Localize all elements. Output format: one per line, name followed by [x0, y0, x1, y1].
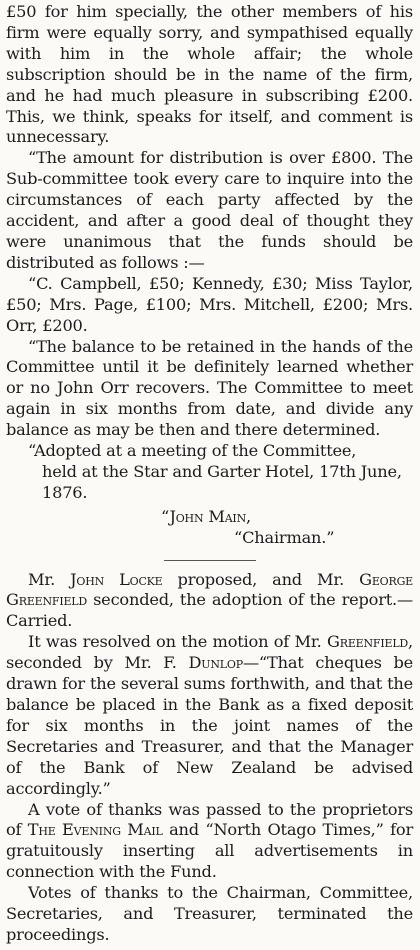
- person-name: George Greenfield: [6, 569, 413, 610]
- paragraph-closing: Votes of thanks to the Chairman, Committee, Secretaries, and Treasurer, terminated the proceedings.: [6, 883, 413, 944]
- article-body: [6, 2, 413, 946]
- signature-name: “John Main,: [161, 506, 251, 526]
- paragraph-adopted-line: “Adopted at a meeting of the Committee,: [28, 441, 357, 461]
- paragraph-resolution: [6, 632, 413, 799]
- paragraph-distribution-amount: “The amount for distribution is over £800. The Sub-committee took every care to inquire into the circumstances of each party affected by the accident, and after a good deal of thought they were unanimous that the funds should be distributed as follows :—: [6, 148, 413, 272]
- text-run: A vote of thanks was passed to the proprietors of: [6, 799, 413, 840]
- text-run: —“That cheques be drawn for the several sums forthwith, and that the balance be placed in the Bank as a fixed deposit for six months in the joint names of the Secretaries and Treasurer, and that the Manager of the Bank of New Zealand be advised accordingly.”: [6, 653, 413, 798]
- paragraph-adopted-place-date: held at the Star and Garter Hotel, 17th June, 1876.: [42, 461, 402, 502]
- person-name: Dunlop: [188, 653, 243, 673]
- paragraph-vote-of-thanks-press: [6, 800, 413, 884]
- text-run: Mr.: [28, 569, 56, 589]
- person-name: Greenfield,: [327, 632, 413, 652]
- text-run: It was resolved on the motion of Mr.: [28, 632, 322, 652]
- person-name: John Locke: [70, 569, 163, 589]
- newspaper-name: The Evening Mail: [27, 820, 163, 840]
- paragraph-report-adoption: [6, 570, 413, 633]
- text-run: and “North Otago Times,” for gratuitously inserting all advertisements in connection with the Fund.: [6, 820, 414, 882]
- text-run: seconded by Mr. F.: [6, 653, 177, 673]
- text-run: proposed, and Mr.: [177, 569, 345, 589]
- paragraph-subscription: £50 for him specially, the other members of his firm were equally sorry, and sympathised equally with him in the whole affair; the whole subscription should be in the name of the firm, and he had much pleasure in subscribing £200. This, we think, speaks for itself, and comment is unnecessary.: [6, 2, 413, 147]
- signature-title: “Chairman.”: [234, 527, 335, 547]
- section-divider: [164, 560, 256, 561]
- paragraph-recipients: “C. Campbell, £50; Kennedy, £30; Miss Taylor, £50; Mrs. Page, £100; Mrs. Mitchell, £200; Mrs. Orr, £200.: [6, 273, 413, 335]
- paragraph-balance: “The balance to be retained in the hands of the Committee until it be definitely learned whether or no John Orr recovers. The Committee to meet again in six months from date, and divide any balance as may be then and there determined.: [6, 336, 413, 440]
- text-run: seconded, the adoption of the report.—Carried.: [6, 590, 413, 631]
